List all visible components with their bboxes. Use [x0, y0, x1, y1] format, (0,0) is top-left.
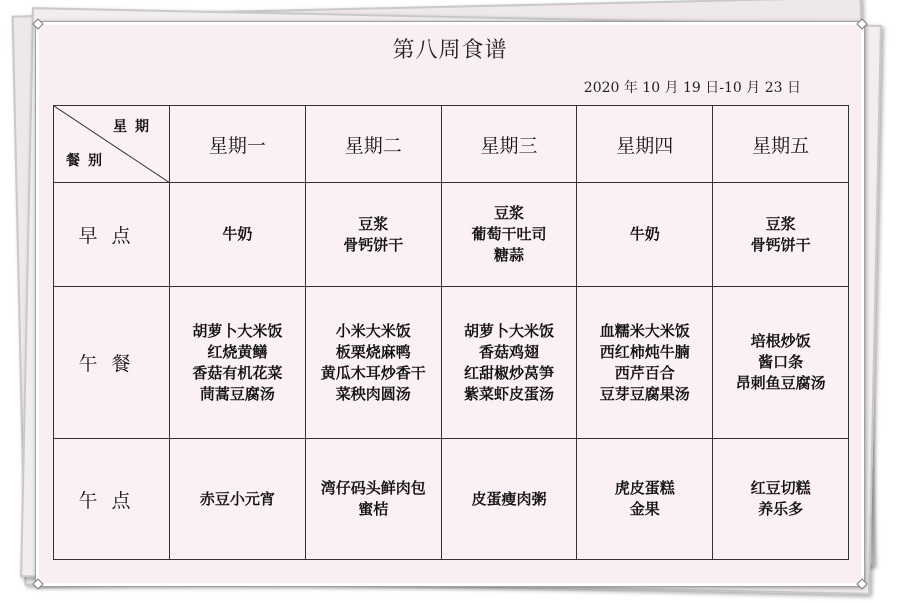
menu-item: 菜秧肉圆汤: [335, 384, 411, 403]
menu-cell: [305, 287, 441, 439]
menu-item: 红豆切糕: [750, 479, 811, 497]
menu-item: 糖蒜: [493, 246, 524, 264]
menu-cell: [441, 183, 577, 287]
menu-item: 皮蛋瘦肉粥: [471, 489, 547, 508]
menu-item: 胡萝卜大米饭: [463, 321, 554, 340]
menu-cell: [170, 439, 306, 560]
day-header: 星期一: [170, 106, 306, 183]
menu-item: 红烧黄鳝: [207, 342, 268, 361]
menu-cell: [441, 287, 577, 439]
menu-item: 西芹百合: [614, 363, 675, 382]
menu-item: 蜜桔: [358, 500, 389, 518]
menu-item: 酱口条: [758, 353, 804, 371]
menu-item: 赤豆小元宵: [199, 489, 275, 508]
menu-sheet: [36, 22, 864, 586]
day-header: 星期三: [441, 106, 577, 183]
meal-row-breakfast: [54, 183, 849, 287]
menu-item: 牛奶: [222, 225, 253, 243]
meal-row-lunch: [54, 287, 849, 439]
page-title: 第八周食谱: [392, 38, 508, 63]
menu-item: 虎皮蛋糕: [614, 479, 675, 497]
day-header: 星期五: [713, 106, 849, 183]
menu-item: 牛奶: [629, 225, 660, 243]
corner-label-meal: 餐别: [66, 153, 110, 169]
menu-item: 培根炒饭: [750, 332, 811, 350]
menu-cell: [441, 439, 577, 560]
menu-item: 豆芽豆腐果汤: [599, 384, 690, 403]
menu-item: 香菇有机花菜: [192, 363, 283, 382]
menu-item: 豆浆: [493, 204, 524, 222]
menu-item: 养乐多: [758, 500, 804, 518]
menu-item: 昂刺鱼豆腐汤: [735, 374, 826, 392]
menu-item: 小米大米饭: [335, 321, 411, 340]
menu-cell: [577, 439, 713, 560]
day-header: 星期二: [305, 106, 441, 183]
menu-table: [53, 105, 849, 560]
meal-label: 早点: [54, 183, 170, 287]
menu-cell: [713, 183, 849, 287]
menu-item: 豆浆: [765, 214, 796, 233]
menu-cell: [713, 439, 849, 560]
menu-item: 豆浆: [358, 214, 389, 233]
corner-label-day: 星期: [113, 119, 157, 135]
menu-item: 香菇鸡翅: [478, 342, 539, 361]
corner-header-cell: [54, 106, 170, 183]
menu-item: 金果: [629, 500, 660, 518]
meal-row-snack: [54, 439, 849, 560]
menu-item: 骨钙饼干: [750, 235, 811, 254]
menu-item: 血糯米大米饭: [599, 321, 690, 340]
menu-item: 板栗烧麻鸭: [335, 342, 411, 361]
date-range: 2020 年 10 月 19 日-10 月 23 日: [583, 80, 801, 96]
menu-item: 茼蒿豆腐汤: [199, 384, 275, 403]
day-header: 星期四: [577, 106, 713, 183]
meal-label: 午点: [54, 439, 170, 560]
menu-cell: [305, 183, 441, 287]
menu-item: 胡萝卜大米饭: [192, 321, 283, 340]
menu-cell: [713, 287, 849, 439]
menu-item: 紫菜虾皮蛋汤: [463, 384, 554, 403]
menu-cell: [577, 287, 713, 439]
menu-cell: [170, 183, 306, 287]
menu-cell: [305, 439, 441, 560]
menu-cell: [577, 183, 713, 287]
menu-item: 葡萄干吐司: [471, 225, 547, 243]
menu-item: 湾仔码头鲜肉包: [320, 479, 426, 497]
menu-cell: [170, 287, 306, 439]
menu-item: 黄瓜木耳炒香干: [320, 363, 426, 382]
menu-item: 红甜椒炒莴笋: [463, 363, 554, 382]
menu-item: 骨钙饼干: [343, 235, 404, 254]
header-row: [54, 106, 849, 183]
meal-label: 午餐: [54, 287, 170, 439]
menu-item: 西红柿炖牛腩: [599, 342, 690, 361]
